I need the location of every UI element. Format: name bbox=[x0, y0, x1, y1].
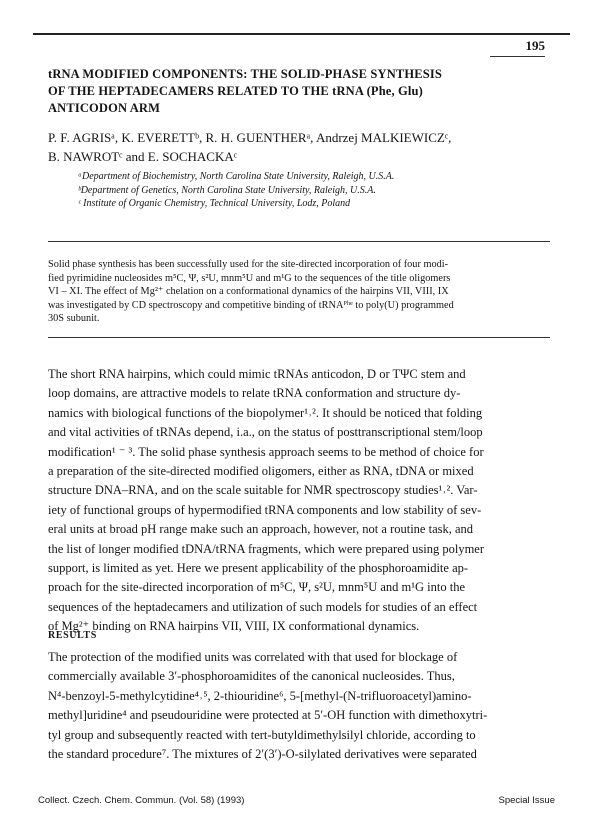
body-line: proach for the site-directed incorporation of m⁵C, Ψ, s²U, mnm⁵U and m¹G into the bbox=[48, 580, 466, 595]
body-line: modification¹ ⁻ ³. The solid phase synthesis approach seems to be method of choice for bbox=[48, 444, 484, 459]
body-line: iety of functional groups of hypermodified tRNA components and low stability of sev- bbox=[48, 502, 482, 517]
results-line: methyl]uridine⁴ and pseudouridine were protected at 5′-OH function with dimethoxytri- bbox=[48, 708, 488, 723]
body-line: of Mg²⁺ binding on RNA hairpins VII, VIII, IX conformational dynamics. bbox=[48, 619, 420, 634]
affiliation: ᵃDepartment of Biochemistry, North Carolina State University, Raleigh, U.S.A. bbox=[78, 171, 395, 182]
body-line: namics with biological functions of the biopolymer¹˒². It should be noticed that folding bbox=[48, 405, 483, 420]
results-line: commercially available 3′-phosphoroamidites of the canonical nucleosides. Thus, bbox=[48, 669, 455, 684]
body-line: The short RNA hairpins, which could mimic tRNAs anticodon, D or TΨC stem and bbox=[48, 367, 466, 381]
body-line: eral units at broad pH range make such an approach, however, not a routine task, and bbox=[48, 522, 474, 537]
top-rule bbox=[33, 33, 570, 35]
body-line: structure DNA–RNA, and on the scale suitable for NMR spectroscopy studies¹˒². Var- bbox=[48, 483, 478, 498]
affiliation: ᶜ Institute of Organic Chemistry, Technical University, Lodz, Poland bbox=[78, 198, 351, 209]
results-line: N⁴-benzoyl-5-methylcytidine⁴˒⁵, 2-thiouridine⁶, 5-[methyl-(N-trifluoroacetyl)amino- bbox=[48, 688, 472, 703]
title-line: OF THE HEPTADECAMERS RELATED TO THE tRNA (Phe, Glu) bbox=[48, 84, 423, 98]
body-line: sequences of the heptadecamers and utilization of such models for studies of an effect bbox=[48, 599, 478, 614]
author-line: P. F. AGRISᵃ, K. EVERETTᵇ, R. H. GUENTHERᵃ, Andrzej MALKIEWICZᶜ, bbox=[48, 130, 452, 145]
abstract-line: VI – XI. The effect of Mg²⁺ chelation on a conformational dynamics of the hairpins VII, VIII, IX bbox=[48, 286, 449, 298]
body-line: the list of longer modified tDNA/tRNA fragments, which were prepared using polymer bbox=[48, 541, 485, 556]
abstract-line: was investigated by CD spectroscopy and competitive binding of tRNAᴾʰᵉ to poly(U) programmed bbox=[48, 299, 454, 311]
abstract-bottom-rule bbox=[48, 337, 550, 338]
results-paragraph bbox=[48, 648, 558, 764]
issue-label: Special Issue bbox=[498, 795, 555, 806]
page-number: 195 bbox=[525, 38, 545, 53]
results-heading: RESULTS bbox=[48, 630, 97, 641]
body-line: and vital activities of tRNAs depend, i.a., on the status of posttranscriptional stem/loop bbox=[48, 425, 483, 440]
title-line: ANTICODON ARM bbox=[48, 101, 161, 115]
results-line: The protection of the modified units was correlated with that used for blockage of bbox=[48, 650, 458, 664]
abstract-top-rule bbox=[48, 241, 550, 242]
affiliation: ᵇDepartment of Genetics, North Carolina State University, Raleigh, U.S.A. bbox=[78, 184, 376, 196]
title-line: tRNA MODIFIED COMPONENTS: THE SOLID-PHASE SYNTHESIS bbox=[48, 67, 442, 81]
results-line: tyl group and subsequently reacted with tert-butyldimethylsilyl chloride, according to bbox=[48, 727, 476, 742]
body-line: a preparation of the site-directed modified oligomers, either as RNA, tDNA or mixed bbox=[48, 464, 474, 479]
abstract-line: fied pyrimidine nucleosides m⁵C, Ψ, s²U, mnm⁵U and m¹G to the sequences of the title oligomers bbox=[48, 272, 451, 284]
introduction-paragraph bbox=[48, 365, 558, 637]
results-line: the standard procedure⁷. The mixtures of 2′(3′)-O-silylated derivatives were separated bbox=[48, 747, 477, 762]
abstract-line: Solid phase synthesis has been successfully used for the site-directed incorporation of four modi- bbox=[48, 259, 449, 270]
body-line: support, is limited as yet. Here we present applicability of the phosphoroamidite ap- bbox=[48, 561, 469, 576]
journal-citation: Collect. Czech. Chem. Commun. (Vol. 58) (1993) bbox=[38, 795, 245, 806]
abstract-line: 30S subunit. bbox=[48, 313, 100, 325]
body-line: loop domains, are attractive models to relate tRNA conformation and structure dy- bbox=[48, 386, 461, 401]
author-line: B. NAWROTᶜ and E. SOCHACKAᶜ bbox=[48, 149, 238, 164]
abstract bbox=[48, 258, 552, 326]
affiliations bbox=[78, 170, 558, 211]
article-title bbox=[48, 66, 558, 117]
page-number-rule bbox=[490, 56, 545, 57]
author-list bbox=[48, 128, 558, 166]
